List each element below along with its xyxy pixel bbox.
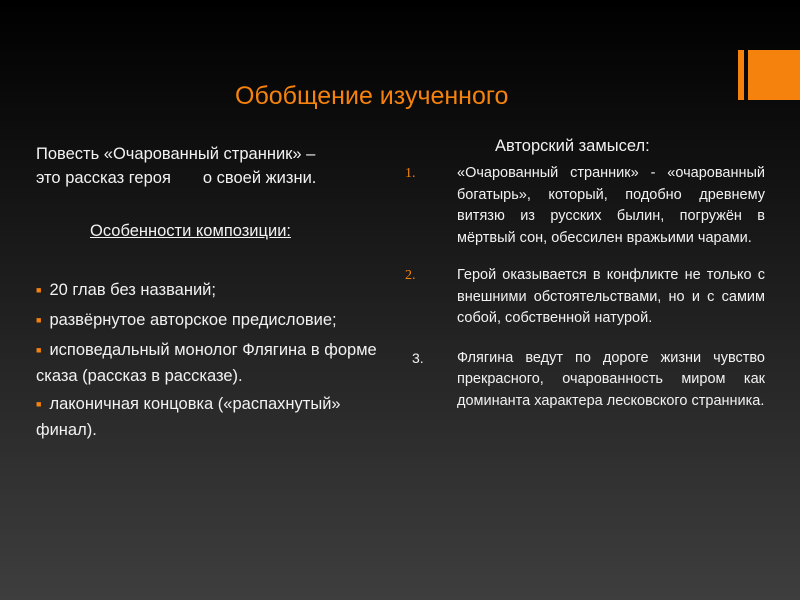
intro-line-1: Повесть «Очарованный странник» – <box>36 145 316 163</box>
item-text: Герой оказывается в конфликте не только с внешними обстоятельствами, но и с самим собой, собственной натурой. <box>457 267 765 326</box>
bullet-square-icon: ■ <box>36 285 42 295</box>
intro-line-2b: о своей жизни. <box>202 169 317 187</box>
author-intent-list <box>405 163 765 412</box>
bullet-square-icon: ■ <box>36 399 42 409</box>
slide-title: Обобщение изученного <box>235 82 509 110</box>
list-item: ■ исповедальный монолог Флягина в форме сказа (рассказ в рассказе). <box>36 341 377 385</box>
accent-bar-thick <box>748 50 800 100</box>
intro-text <box>36 142 381 190</box>
bullet-square-icon: ■ <box>36 315 42 325</box>
accent-bar-thin <box>738 50 744 100</box>
list-item <box>405 348 765 413</box>
item-number: 3. <box>412 349 424 366</box>
composition-subheading: Особенности композиции: <box>90 222 291 240</box>
intro-line-2 <box>36 166 381 190</box>
list-item <box>405 163 765 249</box>
bullet-square-icon: ■ <box>36 345 42 355</box>
list-item: ■ 20 глав без названий; <box>36 281 216 299</box>
author-intent-heading: Авторский замысел: <box>495 137 650 155</box>
list-item: ■ развёрнутое авторское предисловие; <box>36 311 337 329</box>
item-text: «Очарованный странник» - «очарованный богатырь», который, подобно древнему витязю из русских былин, погружён в мёртвый сон, обессилен вражьими чарами. <box>457 165 765 246</box>
list-item <box>405 265 765 330</box>
item-text: Флягина ведут по дороге жизни чувство прекрасного, очарованность миром как доминанта характера лесковского странника. <box>457 349 765 409</box>
item-number: 1. <box>405 166 416 181</box>
composition-list <box>36 278 381 446</box>
intro-line-2a: это рассказ героя <box>36 169 171 187</box>
list-item: ■ лаконичная концовка («распахнутый» финал). <box>36 395 341 439</box>
item-number: 2. <box>405 268 416 283</box>
